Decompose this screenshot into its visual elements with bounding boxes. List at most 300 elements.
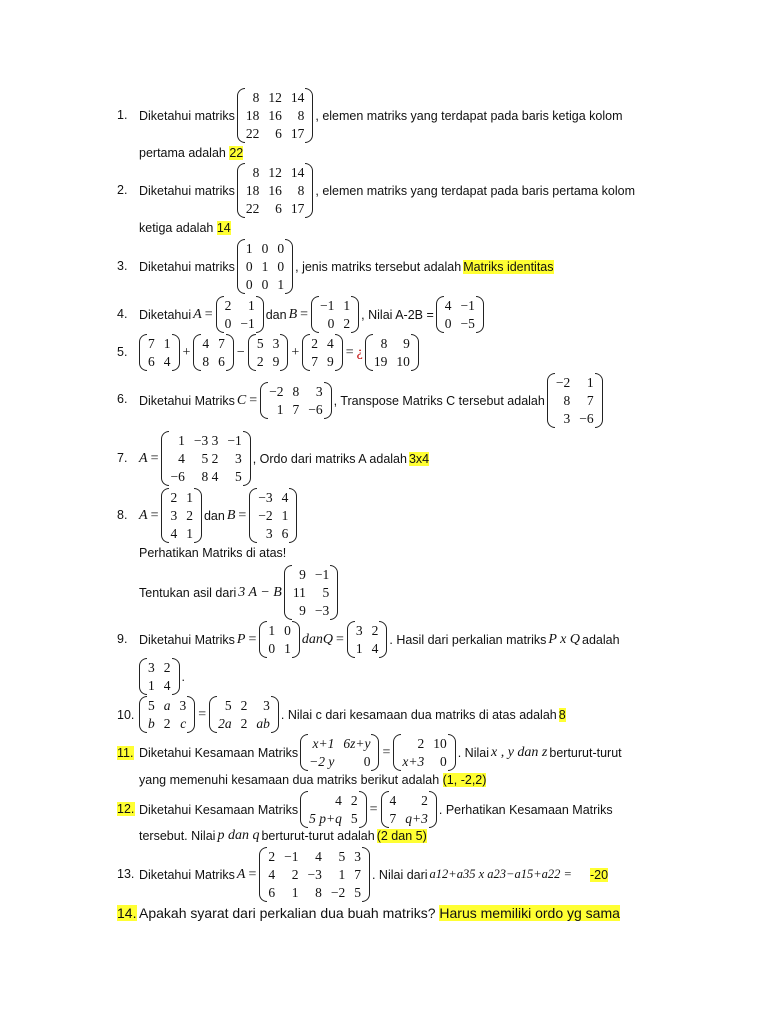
- operator: =: [300, 306, 309, 322]
- matrix: [161, 488, 202, 543]
- matrix-cell: 4: [444, 298, 452, 313]
- matrix: [393, 734, 455, 771]
- matrix-body: [355, 621, 380, 658]
- matrix-bracket-left: [302, 334, 310, 371]
- matrix-cell: 3: [272, 336, 280, 351]
- matrix-bracket-left: [381, 791, 389, 828]
- matrix-cell: 5 2: [201, 451, 219, 466]
- matrix-body: [201, 334, 226, 371]
- matrix-bracket-right: [172, 658, 180, 695]
- matrix-bracket-left: [237, 163, 245, 218]
- question-8-line2: Perhatikan Matriks di atas!: [139, 546, 287, 560]
- matrix: [284, 565, 338, 620]
- operator: =: [382, 744, 391, 760]
- matrix-cell: −3: [258, 490, 273, 505]
- matrix-cell: 1: [261, 259, 269, 274]
- operator: =: [150, 507, 159, 523]
- matrix: [139, 334, 180, 371]
- operator: +: [291, 344, 300, 360]
- answer-highlight: 3x4: [408, 451, 430, 466]
- matrix-cell: 2: [163, 660, 171, 675]
- matrix-bracket-right: [187, 696, 195, 733]
- matrix-bracket-right: [226, 334, 234, 371]
- matrix-bracket-left: [237, 88, 245, 143]
- matrix-cell: 17: [290, 126, 305, 141]
- matrix-cell: 2: [170, 490, 178, 505]
- question-text: Diketahui matriks: [139, 108, 235, 123]
- matrix-cell: 2a: [218, 716, 232, 731]
- matrix-cell: 9: [326, 354, 334, 369]
- matrix-body: [147, 696, 187, 733]
- matrix-bracket-left: [248, 334, 256, 371]
- matrix-cell: 4: [163, 678, 171, 693]
- question-1: [139, 88, 622, 143]
- question-3: [139, 239, 554, 294]
- matrix-cell: 4: [326, 336, 334, 351]
- question-13: [139, 847, 608, 902]
- matrix-cell: 1: [186, 526, 193, 541]
- variable: A: [139, 507, 148, 523]
- matrix-cell: 18: [245, 108, 260, 123]
- matrix-cell: 2: [240, 698, 248, 713]
- matrix-cell: 3: [563, 411, 571, 426]
- matrix-cell: 4: [389, 793, 397, 808]
- matrix-cell: 16: [268, 108, 282, 123]
- question-text: Diketahui Matriks: [139, 867, 235, 882]
- matrix: [302, 334, 343, 371]
- matrix-cell: 17: [290, 201, 305, 216]
- matrix-cell: 5: [338, 849, 346, 864]
- matrix-cell: 7: [586, 393, 594, 408]
- matrix-body: [555, 373, 595, 428]
- matrix-cell: 0: [261, 277, 269, 292]
- question-text: berturut-turut: [549, 745, 622, 760]
- operator: −: [236, 344, 245, 360]
- matrix-cell: 1: [247, 298, 255, 313]
- matrix-cell: −2: [330, 885, 346, 900]
- matrix-cell: 18: [245, 183, 260, 198]
- matrix-cell: 1: [343, 298, 351, 313]
- operator: =: [204, 306, 213, 322]
- matrix-bracket-right: [362, 847, 370, 902]
- variable: C: [236, 392, 247, 408]
- matrix-cell: 2: [421, 793, 428, 808]
- matrix-cell: 1: [186, 490, 193, 505]
- matrix: [259, 847, 370, 902]
- matrix-cell: 5: [350, 811, 358, 826]
- matrix-bracket-left: [161, 431, 169, 486]
- matrix-cell: 8: [252, 165, 260, 180]
- matrix-cell: −2: [258, 508, 273, 523]
- answer-highlight: 8: [558, 707, 566, 722]
- variables: p dan q: [217, 828, 260, 843]
- matrix-cell: 9: [403, 336, 410, 351]
- matrix-cell: −1: [314, 567, 330, 582]
- question-text: ketiga adalah: [139, 221, 217, 235]
- matrix-cell: 9: [299, 567, 306, 582]
- matrix: [436, 296, 484, 333]
- question-12: [139, 791, 613, 828]
- matrix-body: [389, 791, 429, 828]
- matrix-cell: −3: [307, 867, 322, 882]
- matrix-bracket-left: [139, 696, 147, 733]
- matrix-bracket-left: [365, 334, 373, 371]
- matrix: [249, 488, 297, 543]
- item-number: 6.: [117, 392, 128, 406]
- question-text: tersebut. Nilai: [139, 829, 216, 843]
- question-text: , elemen matriks yang terdapat pada baris pertama kolom: [315, 183, 635, 198]
- matrix-cell: 2: [240, 716, 248, 731]
- matrix-cell: b: [148, 716, 155, 731]
- matrix-cell: 4: [163, 354, 171, 369]
- matrix-bracket-left: [237, 239, 245, 294]
- matrix-cell: 1: [284, 641, 291, 656]
- matrix-cell: 2: [163, 716, 171, 731]
- question-text: Diketahui Matriks: [139, 632, 235, 647]
- matrix-cell: 3: [170, 508, 178, 523]
- matrix-cell: 8: [315, 885, 322, 900]
- operator: =: [248, 631, 257, 647]
- matrix-cell: 11: [292, 585, 306, 600]
- question-text: . Nilai: [457, 745, 489, 760]
- matrix: [161, 431, 250, 486]
- matrix-bracket-right: [476, 296, 484, 333]
- question-9: [139, 621, 620, 658]
- matrix-cell: −6: [308, 402, 323, 417]
- matrix-body: [292, 565, 330, 620]
- matrix-cell: 12: [268, 90, 282, 105]
- matrix-bracket-left: [393, 734, 401, 771]
- matrix-cell: 1: [178, 433, 185, 448]
- matrix-body: [147, 658, 172, 695]
- matrix-bracket-left: [259, 621, 267, 658]
- operator: =: [249, 392, 258, 408]
- matrix-cell: 6z+y: [343, 736, 371, 751]
- matrix-cell: 0: [284, 623, 291, 638]
- operator: +: [182, 344, 191, 360]
- matrix-cell: −2 y: [309, 754, 335, 769]
- matrix-cell: 2: [224, 298, 232, 313]
- matrix-cell: 7: [389, 811, 397, 826]
- matrix-body: [319, 296, 351, 333]
- matrix-cell: −5: [460, 316, 475, 331]
- matrix-cell: ab: [256, 716, 270, 731]
- matrix-cell: 6: [148, 354, 155, 369]
- matrix-cell: 1: [277, 277, 285, 292]
- matrix-cell: 9: [272, 354, 280, 369]
- matrix-body: [267, 621, 292, 658]
- matrix-bracket-right: [305, 88, 313, 143]
- matrix-bracket-right: [305, 163, 313, 218]
- matrix-cell: 2: [343, 316, 351, 331]
- matrix-body: [444, 296, 476, 333]
- question-2: [139, 163, 635, 218]
- matrix-cell: −1: [460, 298, 475, 313]
- operator: =: [345, 344, 354, 360]
- variable: A: [193, 306, 202, 322]
- matrix-bracket-right: [256, 296, 264, 333]
- matrix: [259, 621, 300, 658]
- matrix: [139, 658, 180, 695]
- matrix-cell: 3: [263, 698, 270, 713]
- matrix-cell: 0: [277, 259, 285, 274]
- matrix-bracket-right: [285, 239, 293, 294]
- matrix-cell: 0: [268, 641, 276, 656]
- question-text: , jenis matriks tersebut adalah: [295, 259, 462, 274]
- matrix-body: [217, 696, 271, 733]
- operator: =: [150, 450, 159, 466]
- matrix-cell: 3: [355, 623, 363, 638]
- matrix-cell: 6: [275, 201, 282, 216]
- matrix-bracket-right: [330, 565, 338, 620]
- matrix-body: [267, 847, 362, 902]
- matrix-cell: 9: [299, 603, 306, 618]
- question-11: [139, 734, 622, 771]
- matrix: [248, 334, 289, 371]
- matrix-cell: c: [180, 716, 187, 731]
- matrix-cell: 16: [268, 183, 282, 198]
- matrix-cell: 1: [245, 241, 253, 256]
- question-5: [139, 334, 419, 371]
- matrix-cell: 7: [148, 336, 155, 351]
- matrix: [193, 334, 234, 371]
- matrix-cell: 2: [350, 793, 358, 808]
- matrix-bracket-right: [271, 696, 279, 733]
- question-text: Diketahui Matriks: [139, 393, 235, 408]
- matrix-cell: 1: [355, 641, 363, 656]
- matrix: [216, 296, 264, 333]
- operator: =: [238, 507, 247, 523]
- matrix-cell: 0: [277, 241, 285, 256]
- item-number: 8.: [117, 508, 128, 522]
- matrix-cell: 0: [444, 316, 452, 331]
- matrix-cell: 10: [433, 736, 447, 751]
- matrix-cell: 2: [268, 849, 276, 864]
- matrix-cell: 2: [417, 736, 425, 751]
- matrix: [311, 296, 359, 333]
- matrix-bracket-left: [547, 373, 555, 428]
- matrix-bracket-left: [311, 296, 319, 333]
- matrix-body: [308, 734, 371, 771]
- matrix-bracket-left: [284, 565, 292, 620]
- question-text: , Nilai A-2B =: [361, 307, 434, 322]
- item-number: 12.: [117, 802, 135, 816]
- matrix-body: [268, 382, 324, 419]
- matrix-cell: 10: [396, 354, 410, 369]
- matrix-cell: 8: [292, 384, 300, 399]
- question-text: , Ordo dari matriks A adalah: [252, 451, 407, 466]
- matrix-cell: 2: [371, 623, 379, 638]
- matrix-cell: 4: [268, 867, 276, 882]
- matrix-cell: −1: [240, 316, 255, 331]
- variable: A: [139, 450, 148, 466]
- variable: B: [226, 507, 236, 523]
- matrix-cell: x+3: [402, 754, 425, 769]
- matrix-bracket-left: [161, 488, 169, 543]
- matrix: [300, 791, 367, 828]
- question-text: . Hasil dari perkalian matriks: [389, 632, 547, 647]
- matrix-body: [373, 334, 411, 371]
- matrix-cell: 4: [315, 849, 322, 864]
- question-9-line2: [139, 658, 185, 695]
- question-text: dan: [203, 508, 225, 523]
- matrix-cell: 1: [281, 508, 289, 523]
- matrix-cell: 14: [290, 90, 305, 105]
- matrix-cell: 8: [563, 393, 571, 408]
- matrix-cell: 1: [586, 375, 594, 390]
- matrix-bracket-right: [429, 791, 437, 828]
- matrix-cell: 1: [268, 623, 276, 638]
- item-number: 14.: [117, 905, 137, 921]
- matrix-cell: 2: [186, 508, 193, 523]
- matrix-cell: 6: [218, 354, 225, 369]
- matrix-cell: 7: [311, 354, 318, 369]
- answer-highlight: (1, -2,2): [442, 773, 487, 787]
- question-14: [139, 905, 620, 921]
- matrix-cell: 0: [261, 241, 269, 256]
- matrix-cell: 4: [371, 641, 379, 656]
- matrix-body: [308, 791, 359, 828]
- matrix: [547, 373, 603, 428]
- question-12-line2: [139, 828, 427, 844]
- matrix-bracket-right: [379, 621, 387, 658]
- question-text: berturut-turut adalah: [261, 829, 375, 843]
- matrix-bracket-right: [324, 382, 332, 419]
- matrix-cell: −1: [284, 849, 299, 864]
- matrix-cell: −2: [555, 375, 571, 390]
- item-number: 1.: [117, 108, 128, 122]
- variables: x , y dan z: [490, 744, 548, 760]
- matrix-cell: 6: [268, 885, 276, 900]
- matrix-cell: 4: [281, 490, 289, 505]
- matrix-cell: 1: [148, 678, 155, 693]
- item-number: 9.: [117, 632, 128, 646]
- matrix-cell: 6: [275, 126, 282, 141]
- matrix-cell: 7: [292, 402, 300, 417]
- matrix-body: [245, 163, 306, 218]
- matrix-cell: 14: [290, 165, 305, 180]
- matrix-bracket-left: [139, 334, 147, 371]
- matrix: [237, 163, 314, 218]
- matrix-cell: 5 p+q: [309, 811, 342, 826]
- matrix-cell: 8: [297, 108, 305, 123]
- matrix-cell: 8: [202, 354, 210, 369]
- matrix-cell: 3: [234, 451, 242, 466]
- matrix-bracket-left: [300, 791, 308, 828]
- question-1-line2: [139, 146, 243, 160]
- question-2-line2: [139, 221, 231, 235]
- question-text: Diketahui Kesamaan Matriks: [139, 745, 299, 760]
- matrix-bracket-right: [371, 734, 379, 771]
- matrix-cell: 1: [291, 885, 299, 900]
- question-8-line3: [139, 565, 338, 620]
- matrix-body: [245, 239, 285, 294]
- matrix-body: [224, 296, 256, 333]
- matrix-cell: 2: [291, 867, 299, 882]
- question-7: [139, 431, 429, 486]
- item-number: 2.: [117, 183, 128, 197]
- matrix-bracket-left: [193, 334, 201, 371]
- question-text: , Transpose Matriks C tersebut adalah: [333, 393, 545, 408]
- matrix-cell: 12: [268, 165, 282, 180]
- matrix-cell: a: [163, 698, 171, 713]
- question-text: dan: [265, 307, 287, 322]
- matrix: [300, 734, 379, 771]
- question-text: . Nilai c dari kesamaan dua matriks di atas adalah: [280, 707, 557, 722]
- operator: =: [198, 706, 207, 722]
- expression: a12+a35 x a23−a15+a22 =: [429, 867, 572, 881]
- matrix-cell: 4: [170, 526, 178, 541]
- matrix-cell: 0: [245, 277, 253, 292]
- matrix-body: [169, 431, 242, 486]
- matrix: [347, 621, 388, 658]
- matrix-bracket-left: [347, 621, 355, 658]
- matrix: [365, 334, 419, 371]
- question-text: Diketahui: [139, 307, 192, 322]
- matrix-bracket-right: [280, 334, 288, 371]
- answer-highlight: (2 dan 5): [376, 829, 427, 843]
- item-number: 11.: [117, 746, 134, 760]
- question-text: yang memenuhi kesamaan dua matriks berikut adalah: [139, 773, 443, 787]
- matrix-cell: −6: [579, 411, 594, 426]
- matrix-bracket-right: [359, 791, 367, 828]
- matrix: [237, 239, 293, 294]
- matrix-cell: 6: [281, 526, 289, 541]
- matrix-body: [256, 334, 281, 371]
- matrix-cell: 3: [265, 526, 273, 541]
- matrix: [139, 696, 195, 733]
- matrix-cell: 1: [276, 402, 284, 417]
- matrix-bracket-right: [351, 296, 359, 333]
- matrix-body: [310, 334, 335, 371]
- item-number: 7.: [117, 451, 128, 465]
- matrix-cell: 4: [202, 336, 210, 351]
- matrix-body: [147, 334, 172, 371]
- matrix-cell: q+3: [405, 811, 428, 826]
- matrix-cell: 4: [335, 793, 342, 808]
- matrix-cell: 3: [354, 849, 361, 864]
- matrix-body: [257, 488, 289, 543]
- matrix-cell: −1: [227, 433, 242, 448]
- matrix-cell: 5: [256, 336, 264, 351]
- answer-highlight: Matriks identitas: [463, 259, 554, 274]
- matrix-cell: −3: [314, 603, 330, 618]
- matrix-bracket-right: [595, 373, 603, 428]
- item-number: 5.: [117, 345, 128, 359]
- question-text: Diketahui matriks: [139, 259, 235, 274]
- variable: P: [236, 631, 246, 647]
- matrix-cell: 8: [252, 90, 260, 105]
- matrix-cell: 4: [178, 451, 185, 466]
- matrix-cell: 0: [224, 316, 232, 331]
- item-number: 3.: [117, 259, 128, 273]
- question-text: adalah: [582, 632, 620, 647]
- matrix-cell: 5: [224, 698, 232, 713]
- question-text: .: [181, 669, 185, 684]
- matrix-cell: −2: [269, 384, 284, 399]
- variable: danQ: [301, 631, 333, 647]
- matrix-cell: 7: [354, 867, 361, 882]
- matrix-bracket-left: [300, 734, 308, 771]
- matrix-cell: 3: [315, 384, 323, 399]
- matrix-cell: 8 4: [201, 469, 219, 484]
- item-number: 4.: [117, 307, 128, 321]
- question-11-line2: [139, 773, 486, 787]
- matrix-cell: 22: [245, 126, 260, 141]
- matrix-cell: 1: [338, 867, 346, 882]
- answer-highlight: 22: [229, 146, 244, 160]
- matrix: [209, 696, 279, 733]
